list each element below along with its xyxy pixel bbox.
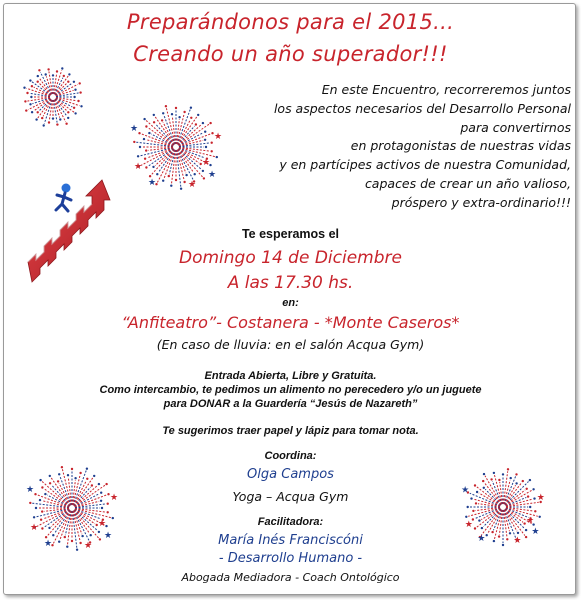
firework-spark: [49, 475, 51, 477]
firework-icon: [118, 102, 228, 202]
star-icon: ★: [513, 536, 522, 546]
firework-spark: [37, 81, 39, 83]
firework-spark: [474, 527, 476, 529]
firework-icon: [458, 462, 548, 552]
firework-spark: [56, 70, 58, 72]
firework-spark: [478, 519, 480, 521]
firework-spark: [168, 175, 170, 177]
firework-spark: [526, 488, 528, 490]
firework-spark: [64, 536, 66, 538]
firework-spark: [24, 100, 26, 102]
facilitator-name: María Inés Franciscóni: [218, 533, 363, 548]
star-icon: ★: [147, 178, 157, 188]
intro-line: En este Encuentro, recorreremos juntos: [321, 82, 571, 97]
firework-spark: [498, 535, 500, 537]
firework-spark: [486, 534, 488, 536]
firework-spark: [79, 542, 81, 544]
title-line-2: Creando un año superador!!!: [133, 42, 448, 66]
firework-ray: [38, 99, 51, 118]
firework-spark: [37, 75, 39, 77]
firework-spark: [139, 146, 141, 148]
firework-spark: [529, 479, 531, 481]
firework-spark: [475, 502, 477, 504]
firework-spark: [61, 67, 63, 69]
firework-spark: [190, 117, 192, 119]
firework-icon: [22, 458, 122, 558]
intro-line: en protagonistas de nuestras vidas: [350, 138, 571, 154]
firework-spark: [525, 536, 527, 538]
coordinator-label: Coordina:: [264, 450, 317, 462]
firework-spark: [35, 118, 37, 120]
event-date: Domingo 14 de Diciembre: [179, 248, 402, 268]
intro-paragraph: [271, 81, 571, 213]
intro-line: para convertirnos: [460, 119, 571, 135]
firework-spark: [61, 466, 63, 468]
star-icon: ★: [477, 534, 486, 545]
firework-ray: [481, 509, 501, 535]
firework-ray: [55, 99, 74, 112]
firework-spark: [175, 179, 177, 181]
firework-spark: [105, 483, 107, 485]
firework-spark: [185, 174, 187, 176]
firework-spark: [204, 139, 206, 141]
firework-spark: [165, 105, 167, 107]
facilitator-role: Abogada Mediadora - Coach Ontológico: [181, 571, 400, 584]
firework-spark: [100, 492, 102, 494]
firework-spark: [133, 141, 135, 143]
firework-ray: [505, 509, 524, 528]
firework-spark: [81, 535, 83, 537]
firework-spark: [209, 122, 211, 124]
firework-spark: [79, 472, 81, 474]
firework-spark: [138, 132, 140, 134]
firework-spark: [506, 538, 508, 540]
firework-spark: [195, 123, 197, 125]
blue-running-figure-icon: [56, 184, 71, 212]
firework-ray: [55, 99, 67, 111]
firework-spark: [76, 549, 78, 551]
firework-spark: [183, 111, 185, 113]
firework-spark: [143, 118, 145, 120]
firework-spark: [180, 188, 182, 190]
firework-spark: [100, 500, 102, 502]
intro-line: y en partícipes activos de nuestra Comunidad,: [279, 157, 571, 173]
firework-spark: [37, 111, 39, 113]
star-icon: ★: [97, 519, 107, 529]
event-place: “Anfiteatro”- Costanera - *Monte Caseros*: [121, 313, 460, 332]
firework-spark: [490, 478, 492, 480]
firework-spark: [67, 117, 69, 119]
firework-spark: [63, 75, 65, 77]
suggestion-text: Te sugerimos traer papel y lápiz para tomar nota.: [162, 425, 419, 437]
firework-spark: [56, 123, 58, 125]
firework-spark: [48, 121, 50, 123]
firework-spark: [71, 540, 73, 542]
firework-spark: [77, 100, 79, 102]
firework-spark: [493, 472, 495, 474]
intro-line: próspero y extra-ordinario!!!: [391, 194, 571, 210]
firework-spark: [145, 149, 147, 151]
firework-spark: [171, 113, 173, 115]
firework-spark: [40, 519, 42, 521]
star-icon: ★: [201, 158, 211, 168]
firework-spark: [145, 125, 147, 127]
firework-spark: [45, 73, 47, 75]
facilitator-label: Facilitadora:: [257, 516, 324, 528]
firework-spark: [474, 484, 476, 486]
firework-spark: [43, 124, 45, 126]
firework-ray: [32, 82, 51, 95]
star-icon: ★: [536, 492, 545, 503]
firework-spark: [86, 478, 88, 480]
firework-spark: [211, 142, 213, 144]
firework-spark: [194, 173, 196, 175]
firework-spark: [59, 118, 61, 120]
firework-spark: [481, 527, 483, 529]
title-line-1: Preparándonos para el 2015...: [126, 10, 455, 34]
firework-spark: [522, 480, 524, 482]
firework-ray: [505, 485, 516, 504]
firework-spark: [67, 474, 69, 476]
firework-spark: [68, 73, 70, 75]
firework-spark: [26, 92, 28, 94]
firework-spark: [107, 511, 109, 513]
firework-spark: [470, 497, 472, 499]
firework-spark: [34, 493, 36, 495]
firework-spark: [153, 121, 155, 123]
star-icon: ★: [25, 485, 35, 495]
firework-ray: [176, 150, 180, 187]
firework-spark: [41, 486, 43, 488]
firework-spark: [498, 479, 500, 481]
firework-ray: [72, 511, 76, 548]
firework-spark: [41, 510, 43, 512]
firework-spark: [507, 468, 509, 470]
firework-ray: [53, 511, 70, 544]
firework-spark: [148, 132, 150, 134]
firework-ray: [157, 150, 174, 183]
firework-spark: [30, 96, 32, 98]
firework-spark: [107, 503, 109, 505]
details-line: para DONAR a la Guardería “Jesús de Nazareth”: [163, 398, 418, 410]
firework-spark: [529, 506, 531, 508]
star-icon: ★: [83, 541, 93, 551]
firework-spark: [190, 107, 192, 109]
firework-spark: [35, 507, 37, 509]
firework-spark: [52, 117, 54, 119]
firework-spark: [153, 114, 155, 116]
star-icon: ★: [29, 523, 39, 533]
firework-spark: [502, 544, 504, 546]
firework-spark: [91, 484, 93, 486]
star-icon: ★: [525, 516, 535, 527]
firework-spark: [170, 185, 172, 187]
firework-spark: [73, 107, 75, 109]
firework-spark: [491, 531, 493, 533]
firework-spark: [90, 534, 92, 536]
firework-spark: [517, 532, 519, 534]
firework-spark: [175, 107, 177, 109]
firework-spark: [137, 155, 139, 157]
firework-spark: [101, 507, 103, 509]
firework-spark: [57, 480, 59, 482]
firework-ray: [136, 142, 173, 146]
firework-spark: [211, 150, 213, 152]
firework-spark: [23, 87, 25, 89]
firework-spark: [467, 506, 469, 508]
star-icon: ★: [464, 519, 473, 530]
firework-ray: [477, 509, 501, 528]
firework-spark: [534, 510, 536, 512]
firework-spark: [73, 81, 75, 83]
firework-spark: [29, 103, 31, 105]
firework-spark: [74, 89, 76, 91]
firework-spark: [29, 79, 31, 81]
firework-spark: [204, 131, 206, 133]
firework-spark: [509, 532, 511, 534]
firework-ray: [505, 509, 525, 535]
firework-spark: [47, 68, 49, 70]
firework-spark: [482, 480, 484, 482]
firework-spark: [41, 527, 43, 529]
firework-spark: [161, 119, 163, 121]
star-icon: ★: [129, 124, 139, 134]
facilitator-field: - Desarrollo Humano -: [218, 551, 363, 566]
firework-ray: [60, 511, 71, 540]
firework-spark: [162, 180, 164, 182]
star-icon: ★: [207, 170, 217, 180]
firework-spark: [205, 146, 207, 148]
venue-label: en:: [282, 297, 299, 309]
firework-ray: [55, 76, 68, 95]
firework-ray: [32, 503, 69, 507]
firework-spark: [80, 105, 82, 107]
firework-spark: [74, 112, 76, 114]
firework-ray: [164, 150, 175, 179]
firework-spark: [98, 531, 100, 533]
coordinator-role: Yoga – Acqua Gym: [232, 489, 349, 504]
firework-spark: [178, 116, 180, 118]
firework-ray: [504, 476, 516, 504]
firework-ray: [55, 83, 67, 95]
firework-spark: [527, 495, 529, 497]
firework-spark: [79, 91, 81, 93]
firework-spark: [515, 473, 517, 475]
firework-spark: [33, 516, 35, 518]
firework-spark: [472, 510, 474, 512]
firework-spark: [502, 473, 504, 475]
intro-line: capaces de crear un año valioso,: [364, 175, 571, 191]
coordinator-name: Olga Campos: [247, 467, 334, 482]
firework-spark: [493, 540, 495, 542]
firework-spark: [533, 497, 535, 499]
firework-spark: [510, 477, 512, 479]
details-line: Entrada Abierta, Libre y Gratuita.: [204, 370, 377, 382]
firework-spark: [67, 111, 69, 113]
firework-icon: [18, 62, 88, 132]
details-line: Como intercambio, te pedimos un alimento no perecedero y/o un juguete: [99, 384, 482, 396]
firework-spark: [58, 541, 60, 543]
star-icon: ★: [187, 180, 197, 190]
firework-spark: [152, 166, 154, 168]
firework-spark: [216, 156, 218, 158]
firework-spark: [525, 529, 527, 531]
firework-spark: [539, 516, 541, 518]
firework-spark: [67, 81, 69, 83]
firework-ray: [39, 99, 51, 111]
firework-spark: [31, 85, 33, 87]
firework-spark: [515, 482, 517, 484]
firework-spark: [144, 158, 146, 160]
firework-spark: [143, 138, 145, 140]
firework-spark: [41, 117, 43, 119]
star-icon: ★: [461, 485, 470, 496]
firework-spark: [112, 517, 114, 519]
firework-spark: [66, 546, 68, 548]
star-icon: ★: [43, 539, 53, 549]
firework-spark: [39, 479, 41, 481]
firework-spark: [197, 114, 199, 116]
firework-spark: [98, 483, 100, 485]
firework-spark: [483, 487, 485, 489]
firework-spark: [25, 109, 27, 111]
firework-spark: [44, 493, 46, 495]
invite-text: Te esperamos el: [241, 227, 340, 241]
firework-ray: [481, 509, 500, 520]
firework-spark: [145, 166, 147, 168]
firework-spark: [74, 477, 76, 479]
firework-spark: [58, 473, 60, 475]
firework-spark: [73, 96, 75, 98]
firework-spark: [71, 468, 73, 470]
firework-spark: [483, 473, 485, 475]
star-icon: ★: [213, 132, 223, 142]
firework-ray: [39, 83, 51, 95]
star-icon: ★: [109, 493, 119, 503]
star-icon: ★: [103, 531, 113, 541]
firework-spark: [38, 69, 40, 71]
firework-spark: [52, 74, 54, 76]
firework-spark: [48, 527, 50, 529]
firework-ray: [477, 487, 501, 506]
firework-spark: [476, 491, 478, 493]
firework-spark: [202, 122, 204, 124]
firework-spark: [162, 112, 164, 114]
event-time: A las 17.30 hs.: [227, 273, 354, 293]
firework-spark: [39, 499, 41, 501]
firework-spark: [49, 482, 51, 484]
firework-spark: [93, 475, 95, 477]
firework-spark: [156, 173, 158, 175]
firework-spark: [86, 468, 88, 470]
firework-spark: [52, 534, 54, 536]
firework-spark: [99, 538, 101, 540]
firework-spark: [203, 177, 205, 179]
firework-spark: [202, 170, 204, 172]
firework-spark: [29, 502, 31, 504]
firework-spark: [31, 111, 33, 113]
firework-spark: [65, 123, 67, 125]
star-icon: ★: [133, 162, 143, 172]
firework-spark: [532, 488, 534, 490]
firework-spark: [183, 181, 185, 183]
star-icon: ★: [531, 527, 540, 537]
rain-note: (En caso de lluvia: en el salón Acqua Gym): [156, 337, 425, 352]
intro-line: los aspectos necesarios del Desarrollo Personal: [273, 100, 571, 116]
firework-spark: [79, 82, 81, 84]
firework-spark: [465, 516, 467, 518]
